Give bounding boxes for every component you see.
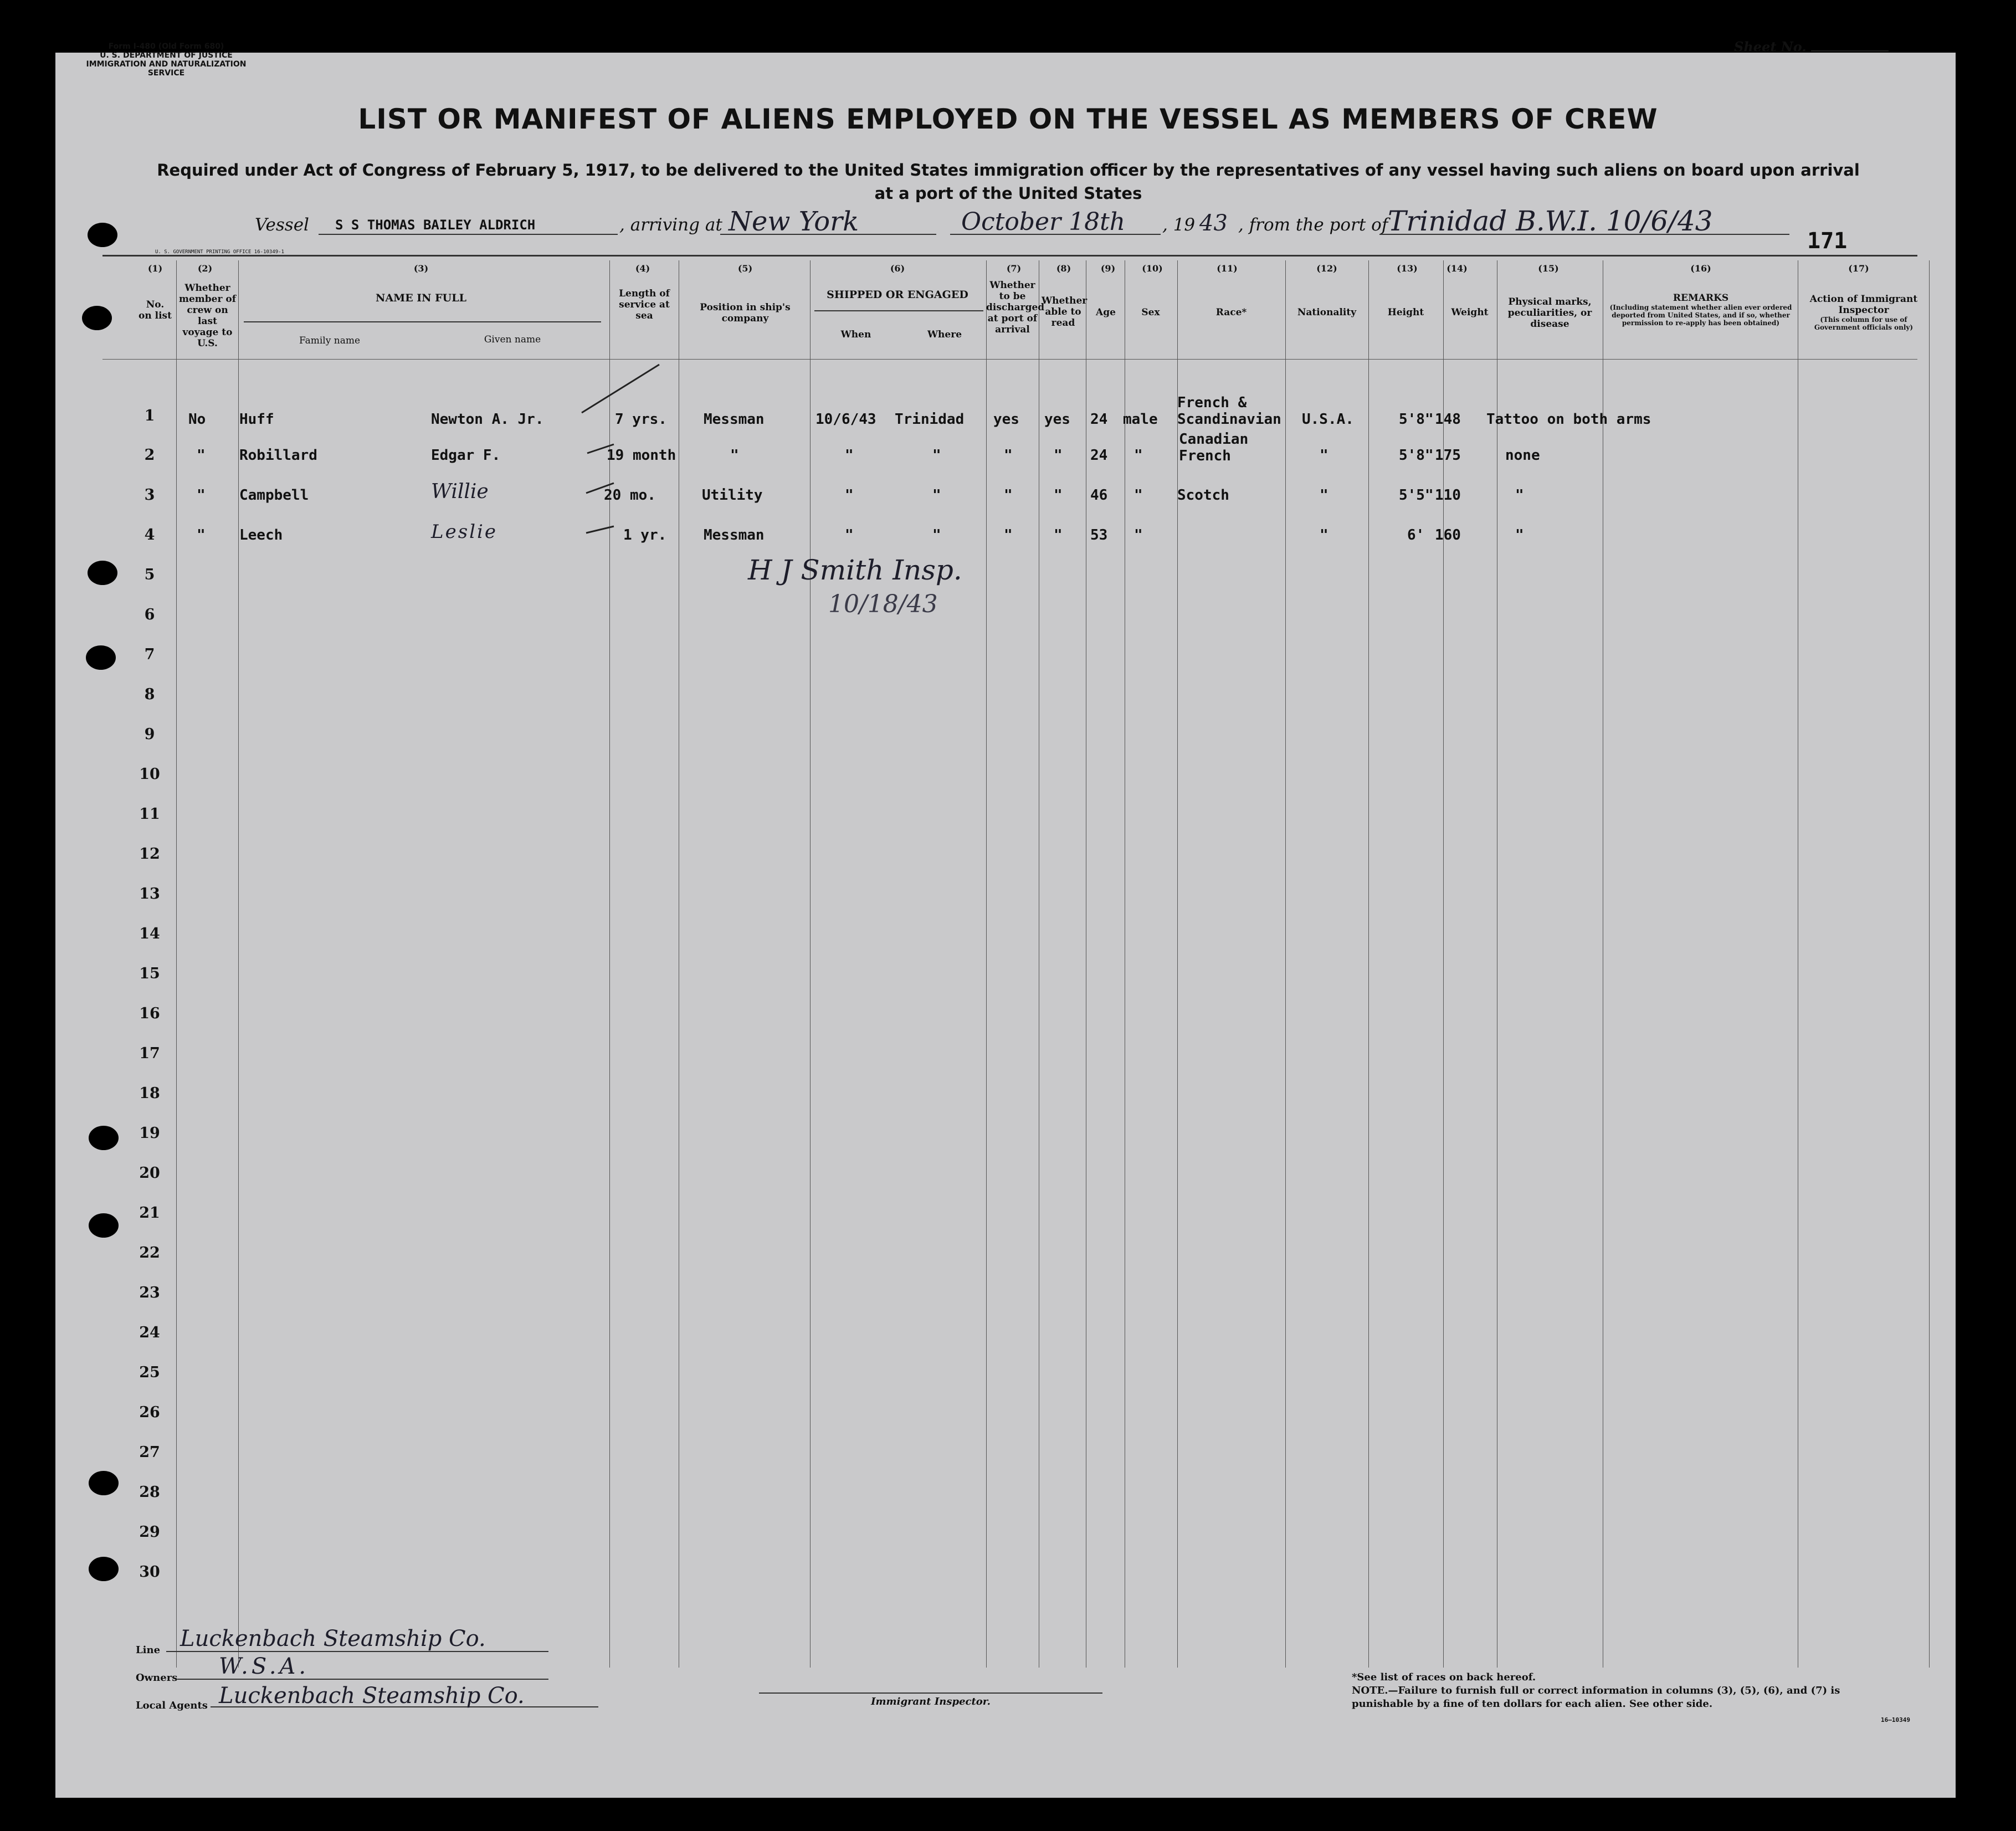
cell-service: 1 yr. bbox=[623, 527, 667, 543]
cell-height: 5'5" bbox=[1399, 487, 1434, 504]
punch-hole bbox=[89, 1471, 119, 1495]
local-agents-label: Local Agents bbox=[136, 1700, 208, 1711]
cell-position: " bbox=[730, 447, 739, 464]
cell-family-name: Campbell bbox=[239, 487, 309, 504]
page-title: LIST OR MANIFEST OF ALIENS EMPLOYED ON THE VESSEL AS MEMBERS OF CREW bbox=[358, 103, 1658, 135]
punch-hole bbox=[82, 306, 112, 330]
cell-age: 24 bbox=[1090, 411, 1108, 428]
column-number: (16) bbox=[1690, 263, 1711, 274]
cell-family-name: Robillard bbox=[239, 447, 317, 464]
department-name: U. S. DEPARTMENT OF JUSTICE bbox=[100, 51, 233, 60]
check-marks bbox=[576, 360, 665, 543]
cell-weight: 148 bbox=[1435, 411, 1461, 428]
col-header-physical-marks: Physical marks, peculiarities, or disease bbox=[1507, 296, 1592, 330]
row-number: 4 bbox=[144, 526, 155, 543]
cell-marks: " bbox=[1515, 487, 1524, 504]
inspector-action-title: Action of Immigrant Inspector bbox=[1809, 294, 1918, 316]
col-header-position: Position in ship's company bbox=[700, 302, 791, 324]
col-header-height: Height bbox=[1387, 307, 1424, 318]
cell-race: Canadian French bbox=[1179, 431, 1249, 464]
remarks-note: (Including statement whether alien ever ordered deported from United States, and if so, whether permission to re-apply has been obtained) bbox=[1609, 304, 1792, 327]
row-number: 20 bbox=[139, 1165, 160, 1182]
line-value: Luckenbach Steamship Co. bbox=[180, 1626, 486, 1652]
cell-read: yes bbox=[1044, 411, 1070, 428]
col-header-read: Whether able to read bbox=[1042, 295, 1087, 329]
row-number: 12 bbox=[139, 845, 160, 863]
column-rule bbox=[1443, 260, 1444, 1668]
form-identifier bbox=[78, 42, 255, 78]
cell-position: Messman bbox=[704, 411, 765, 428]
row-number: 27 bbox=[139, 1444, 160, 1461]
cell-service: 19 month bbox=[607, 447, 676, 464]
service-name: IMMIGRATION AND NATURALIZATION SERVICE bbox=[86, 60, 247, 78]
form-code: 16—10349 bbox=[1881, 1716, 1910, 1724]
row-number: 26 bbox=[139, 1404, 160, 1421]
from-port-label: , from the port of bbox=[1238, 215, 1388, 235]
row-number: 7 bbox=[144, 646, 155, 663]
arrival-year: 43 bbox=[1199, 211, 1228, 236]
col-header-no: No. on list bbox=[138, 299, 172, 321]
cell-race: Scotch bbox=[1177, 487, 1229, 504]
cell-nationality: " bbox=[1320, 487, 1328, 504]
cell-discharged: yes bbox=[993, 411, 1019, 428]
cell-age: 24 bbox=[1090, 447, 1108, 464]
cell-discharged: " bbox=[1004, 527, 1013, 543]
vessel-label: Vessel bbox=[255, 215, 309, 235]
shipped-divider bbox=[814, 310, 983, 311]
row-number: 13 bbox=[139, 885, 160, 902]
footer-note bbox=[1352, 1671, 1850, 1711]
cell-given-name: Willie bbox=[431, 480, 489, 503]
column-rule bbox=[1929, 260, 1930, 1668]
cell-read: " bbox=[1054, 527, 1063, 543]
row-number: 17 bbox=[139, 1045, 160, 1062]
immigrant-inspector-signature-line[interactable]: Immigrant Inspector. bbox=[759, 1692, 1102, 1707]
column-number: (12) bbox=[1316, 263, 1337, 274]
arriving-at-value: New York bbox=[729, 206, 859, 237]
cell-where: " bbox=[932, 447, 941, 464]
from-port-value: Trinidad B.W.I. 10/6/43 bbox=[1388, 205, 1713, 237]
cell-last-voyage: " bbox=[197, 487, 206, 504]
row-number: 14 bbox=[139, 925, 160, 942]
column-number: (2) bbox=[197, 263, 213, 274]
row-number: 18 bbox=[139, 1085, 160, 1102]
table-top-rule bbox=[102, 255, 1917, 257]
column-number: (7) bbox=[1006, 263, 1022, 274]
column-rule bbox=[238, 260, 239, 1668]
row-number: 11 bbox=[139, 806, 160, 823]
row-number: 19 bbox=[139, 1125, 160, 1142]
sheet-number bbox=[1734, 39, 1889, 55]
row-number: 10 bbox=[139, 766, 160, 783]
row-number: 29 bbox=[139, 1524, 160, 1541]
year-prefix: , 19 bbox=[1162, 215, 1196, 235]
cell-sex: " bbox=[1134, 447, 1143, 464]
cell-sex: " bbox=[1134, 487, 1143, 504]
col-header-sex: Sex bbox=[1141, 307, 1160, 318]
row-number: 6 bbox=[144, 606, 155, 623]
col-header-weight: Weight bbox=[1451, 307, 1489, 318]
column-number: (6) bbox=[890, 263, 905, 274]
punch-hole bbox=[88, 223, 117, 247]
printing-office-line: U. S. GOVERNMENT PRINTING OFFICE 16-10349-1 bbox=[155, 249, 284, 255]
col-header-inspector-action bbox=[1800, 294, 1927, 331]
col-header-last-voyage: Whether member of crew on last voyage to U.S. bbox=[178, 283, 237, 349]
cell-service: 20 mo. bbox=[604, 487, 656, 504]
line-label: Line bbox=[136, 1644, 161, 1656]
cell-sex: " bbox=[1134, 527, 1143, 543]
cell-when: " bbox=[845, 447, 854, 464]
col-header-remarks bbox=[1607, 293, 1795, 327]
row-number: 25 bbox=[139, 1364, 160, 1381]
cell-position: Messman bbox=[704, 527, 765, 543]
col-header-given-name: Given name bbox=[484, 334, 541, 345]
page-subtitle: Required under Act of Congress of February 5, 1917, to be delivered to the United States immigration officer by the representatives of any vessel having such aliens on board upon arrival at a port of the United States bbox=[157, 161, 1860, 203]
vessel-name: S S THOMAS BAILEY ALDRICH bbox=[335, 217, 536, 233]
col-header-age: Age bbox=[1096, 307, 1116, 318]
column-number: (8) bbox=[1056, 263, 1071, 274]
row-number: 5 bbox=[144, 566, 155, 583]
row-number: 16 bbox=[139, 1005, 160, 1022]
cell-given-name: Edgar F. bbox=[431, 447, 501, 464]
owners-value: W.S.A. bbox=[219, 1654, 310, 1679]
col-header-where: Where bbox=[927, 329, 962, 340]
row-number: 28 bbox=[139, 1484, 160, 1501]
name-divider bbox=[244, 321, 601, 322]
row-number: 21 bbox=[139, 1204, 160, 1222]
punch-hole bbox=[86, 645, 116, 670]
col-header-race: Race* bbox=[1215, 307, 1247, 318]
column-number: (9) bbox=[1100, 263, 1116, 274]
inspector-signature: H J Smith Insp. bbox=[748, 554, 962, 586]
cell-last-voyage: No bbox=[188, 411, 206, 428]
cell-marks: Tattoo on both arms bbox=[1486, 411, 1651, 428]
column-number: (13) bbox=[1397, 263, 1418, 274]
remarks-title: REMARKS bbox=[1673, 293, 1729, 304]
column-rule bbox=[176, 260, 177, 1668]
cell-where: Trinidad bbox=[895, 411, 965, 428]
column-number: (1) bbox=[147, 263, 163, 274]
column-number: (17) bbox=[1848, 263, 1869, 274]
row-number: 15 bbox=[139, 965, 160, 982]
column-rule bbox=[1285, 260, 1286, 1668]
cell-service: 7 yrs. bbox=[615, 411, 667, 428]
col-header-name: NAME IN FULL bbox=[376, 292, 466, 304]
row-number: 3 bbox=[144, 486, 155, 504]
cell-when: 10/6/43 bbox=[815, 411, 876, 428]
column-number: (15) bbox=[1538, 263, 1559, 274]
cell-marks: none bbox=[1505, 447, 1540, 464]
cell-marks: " bbox=[1515, 527, 1524, 543]
inspector-action-note: (This column for use of Government officials only) bbox=[1814, 316, 1914, 331]
col-header-family-name: Family name bbox=[299, 335, 361, 346]
col-header-shipped: SHIPPED OR ENGAGED bbox=[827, 289, 968, 301]
cell-given-name: Newton A. Jr. bbox=[431, 411, 544, 428]
column-number: (5) bbox=[737, 263, 753, 274]
cell-nationality: " bbox=[1320, 527, 1328, 543]
page-number-stamp: 171 bbox=[1807, 228, 1848, 254]
row-number: 23 bbox=[139, 1284, 160, 1301]
races-note: *See list of races on back hereof. bbox=[1352, 1671, 1536, 1683]
column-rule bbox=[986, 260, 987, 1668]
arrival-date: October 18th bbox=[961, 208, 1126, 236]
cell-read: " bbox=[1054, 487, 1063, 504]
arriving-label: , arriving at bbox=[619, 215, 722, 235]
cell-age: 53 bbox=[1090, 527, 1108, 543]
row-number: 30 bbox=[139, 1563, 160, 1581]
cell-family-name: Huff bbox=[239, 411, 274, 428]
punch-hole bbox=[89, 1557, 119, 1581]
column-rule bbox=[1368, 260, 1369, 1668]
cell-age: 46 bbox=[1090, 487, 1108, 504]
cell-discharged: " bbox=[1004, 487, 1013, 504]
cell-weight: 110 bbox=[1435, 487, 1461, 504]
inspector-date: 10/18/43 bbox=[828, 590, 938, 618]
penalty-note: NOTE.—Failure to furnish full or correct information in columns (3), (5), (6), and (7) is punishable by a fine of ten dollars for each alien. See other side. bbox=[1352, 1685, 1840, 1710]
cell-nationality: U.S.A. bbox=[1302, 411, 1354, 428]
cell-where: " bbox=[932, 487, 941, 504]
col-header-discharged: Whether to be discharged at port of arrival bbox=[986, 280, 1045, 335]
owners-label: Owners bbox=[136, 1672, 178, 1684]
cell-height: 5'8" bbox=[1399, 411, 1434, 428]
row-number: 24 bbox=[139, 1324, 160, 1341]
col-header-nationality: Nationality bbox=[1297, 307, 1357, 318]
cell-read: " bbox=[1054, 447, 1063, 464]
cell-sex: male bbox=[1123, 411, 1158, 428]
cell-race: French & Scandinavian bbox=[1177, 394, 1281, 428]
column-number: (4) bbox=[635, 263, 650, 274]
form-number: Form I-480 (Old Form 680) bbox=[108, 42, 224, 51]
table-header-rule bbox=[102, 359, 1917, 360]
local-agents-value: Luckenbach Steamship Co. bbox=[219, 1683, 525, 1709]
col-header-when: When bbox=[840, 329, 871, 340]
cell-given-name: Leslie bbox=[431, 521, 498, 543]
cell-weight: 160 bbox=[1435, 527, 1461, 543]
cell-height: 6' bbox=[1407, 527, 1425, 543]
cell-when: " bbox=[845, 527, 854, 543]
cell-last-voyage: " bbox=[197, 447, 206, 464]
column-number: (3) bbox=[413, 263, 429, 274]
cell-discharged: " bbox=[1004, 447, 1013, 464]
row-number: 1 bbox=[144, 407, 155, 424]
column-number: (14) bbox=[1446, 263, 1468, 274]
cell-position: Utility bbox=[702, 487, 763, 504]
cell-when: " bbox=[845, 487, 854, 504]
punch-hole bbox=[89, 1213, 119, 1238]
cell-where: " bbox=[932, 527, 941, 543]
cell-weight: 175 bbox=[1435, 447, 1461, 464]
punch-hole bbox=[89, 1126, 119, 1150]
row-number: 22 bbox=[139, 1244, 160, 1261]
cell-nationality: " bbox=[1320, 447, 1328, 464]
cell-height: 5'8" bbox=[1399, 447, 1434, 464]
column-number: (11) bbox=[1217, 263, 1238, 274]
row-number: 9 bbox=[144, 726, 155, 743]
col-header-service: Length of service at sea bbox=[619, 288, 670, 321]
column-number: (10) bbox=[1142, 263, 1163, 274]
cell-family-name: Leech bbox=[239, 527, 283, 543]
cell-last-voyage: " bbox=[197, 527, 206, 543]
row-number: 2 bbox=[144, 447, 155, 464]
punch-hole bbox=[88, 561, 117, 585]
column-rule bbox=[1177, 260, 1178, 1668]
sheet-label: Sheet No. bbox=[1734, 39, 1807, 55]
row-number: 8 bbox=[144, 686, 155, 703]
sheet-number-field[interactable] bbox=[1811, 50, 1889, 52]
